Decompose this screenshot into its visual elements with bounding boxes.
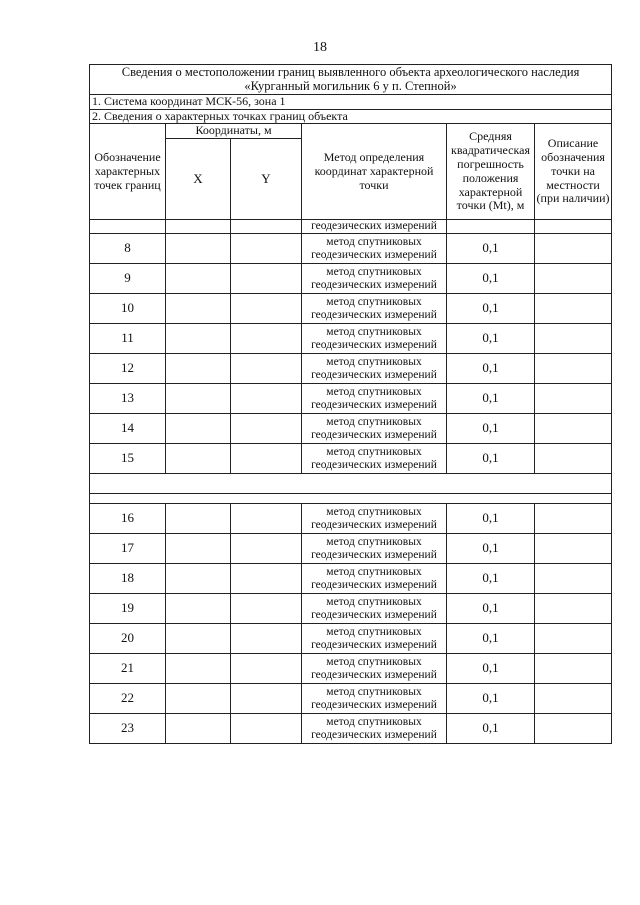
cell-mt: 0,1 [447,654,535,684]
cell-method [302,564,447,594]
cell-desc [535,594,612,624]
cell-point: 13 [90,384,166,414]
method-line1: метод спутниковых [326,565,422,578]
cell-method [302,534,447,564]
cell-point: 17 [90,534,166,564]
cell-point: 9 [90,264,166,294]
cell-mt: 0,1 [447,324,535,354]
cell-x [166,264,231,294]
points-section-title: 2. Сведения о характерных точках границ объекта [90,109,612,124]
cell-x [166,594,231,624]
cell-method [302,294,447,324]
cell-desc [535,294,612,324]
cell-x [166,234,231,264]
method-line2: геодезических измерений [311,668,437,681]
method-line2: геодезических измерений [311,548,437,561]
cell-method: геодезических измерений [302,220,447,234]
cell-desc [535,220,612,234]
cell-desc [535,684,612,714]
cell-y [231,534,302,564]
cell-method [302,234,447,264]
cell-mt: 0,1 [447,594,535,624]
header-x: X [166,139,231,220]
cell-y [231,384,302,414]
cell-x [166,504,231,534]
cell-y [231,220,302,234]
cell-y [231,714,302,744]
cell-point: 23 [90,714,166,744]
cell-x [166,564,231,594]
method-line2: геодезических измерений [311,248,437,261]
cell-point: 10 [90,294,166,324]
cell-desc [535,354,612,384]
table-row [90,504,612,534]
method-line2: геодезических измерений [311,518,437,531]
cell-desc [535,534,612,564]
cell-desc [535,654,612,684]
table-row [90,594,612,624]
cell-y [231,444,302,474]
cell-y [231,654,302,684]
cell-point: 21 [90,654,166,684]
header-y: Y [231,139,302,220]
cell-x [166,654,231,684]
method-line1: метод спутниковых [326,655,422,668]
cell-x [166,534,231,564]
cell-desc [535,234,612,264]
method-line2: геодезических измерений [311,308,437,321]
table-title-line1: Сведения о местоположении границ выявленного объекта археологического наследия [121,65,580,79]
header-mt: Средняя квадратическая погрешность положения характерной точки (Mt), м [447,124,535,220]
cell-x [166,444,231,474]
table-title [90,65,612,95]
cell-point: 15 [90,444,166,474]
method-line2: геодезических измерений [311,368,437,381]
table-row [90,324,612,354]
cell-y [231,324,302,354]
cell-method [302,594,447,624]
table-row-empty [90,494,612,504]
cell-y [231,354,302,384]
method-line2: геодезических измерений [311,338,437,351]
method-line2: геодезических измерений [311,278,437,291]
table-row [90,264,612,294]
method-line2: геодезических измерений [311,728,437,741]
cell-x [166,624,231,654]
cell-mt: 0,1 [447,504,535,534]
cell-mt: 0,1 [447,414,535,444]
table-title-line2: «Курганный могильник 6 у п. Степной» [244,79,457,94]
cell-desc [535,324,612,354]
cell-x [166,714,231,744]
cell-y [231,624,302,654]
method-line1: метод спутниковых [326,685,422,698]
method-line1: метод спутниковых [326,265,422,278]
cell-desc [535,414,612,444]
method-line1: метод спутниковых [326,715,422,728]
cell-x [166,324,231,354]
method-line2: геодезических измерений [311,398,437,411]
method-line2: геодезических измерений [311,578,437,591]
cell-method [302,624,447,654]
cell-method [302,324,447,354]
header-coords: Координаты, м [166,124,302,139]
cell-method [302,414,447,444]
cell-x [166,414,231,444]
page-number: 18 [313,40,327,55]
cell-desc [535,504,612,534]
table-row [90,234,612,264]
cell-mt: 0,1 [447,534,535,564]
cell-desc [535,444,612,474]
method-line1: метод спутниковых [326,505,422,518]
table-row [90,714,612,744]
cell-point: 20 [90,624,166,654]
cell-y [231,294,302,324]
cell-point: 18 [90,564,166,594]
header-point: Обозначение характерных точек границ [90,124,166,220]
table-row [90,294,612,324]
cell-x [166,684,231,714]
table-row [90,444,612,474]
cell-method [302,354,447,384]
method-line1: метод спутниковых [326,535,422,548]
cell-method [302,444,447,474]
method-line1: метод спутниковых [326,325,422,338]
cell-point: 12 [90,354,166,384]
method-line1: метод спутниковых [326,295,422,308]
cell-mt [447,220,535,234]
cell-point: 19 [90,594,166,624]
cell-point [90,220,166,234]
cell-y [231,594,302,624]
cell-method [302,684,447,714]
cell-x [166,220,231,234]
method-line2: геодезических измерений [311,458,437,471]
method-line1: метод спутниковых [326,355,422,368]
table-row [90,564,612,594]
cell-mt: 0,1 [447,444,535,474]
cell-y [231,414,302,444]
cell-y [231,234,302,264]
table-row [90,354,612,384]
cell-mt: 0,1 [447,384,535,414]
method-line2: геодезических измерений [311,608,437,621]
method-line2: геодезических измерений [311,698,437,711]
cell-desc [535,624,612,654]
cell-x [166,294,231,324]
cell-mt: 0,1 [447,684,535,714]
cell-mt: 0,1 [447,624,535,654]
cell-mt: 0,1 [447,264,535,294]
table-row-continued [90,220,612,234]
cell-desc [535,264,612,294]
cell-y [231,684,302,714]
cell-method [302,654,447,684]
table-row [90,654,612,684]
table-row [90,684,612,714]
cell-mt: 0,1 [447,294,535,324]
method-line1: метод спутниковых [326,595,422,608]
cell-desc [535,564,612,594]
cell-mt: 0,1 [447,234,535,264]
coordinate-system: 1. Система координат МСК-56, зона 1 [90,94,612,109]
cell-y [231,504,302,534]
header-method: Метод определения координат характерной точки [302,124,447,220]
method-line1: метод спутниковых [326,445,422,458]
cell-mt: 0,1 [447,354,535,384]
method-line1: метод спутниковых [326,235,422,248]
table-row [90,624,612,654]
cell-mt: 0,1 [447,714,535,744]
cell-method [302,714,447,744]
cell-point: 8 [90,234,166,264]
method-line2: геодезических измерений [311,638,437,651]
cell-x [166,384,231,414]
table-row [90,384,612,414]
method-line1: метод спутниковых [326,415,422,428]
cell-method [302,264,447,294]
cell-y [231,564,302,594]
method-line2: геодезических измерений [311,428,437,441]
table-row-empty [90,474,612,494]
cell-x [166,354,231,384]
cell-desc [535,714,612,744]
cell-desc [535,384,612,414]
cell-y [231,264,302,294]
boundary-points-table [89,64,612,744]
cell-point: 14 [90,414,166,444]
table-row [90,414,612,444]
cell-point: 11 [90,324,166,354]
cell-point: 16 [90,504,166,534]
cell-mt: 0,1 [447,564,535,594]
method-line1: метод спутниковых [326,625,422,638]
cell-point: 22 [90,684,166,714]
table-row [90,534,612,564]
cell-method [302,384,447,414]
header-desc: Описание обозначения точки на местности (при наличии) [535,124,612,220]
method-line1: метод спутниковых [326,385,422,398]
cell-method [302,504,447,534]
